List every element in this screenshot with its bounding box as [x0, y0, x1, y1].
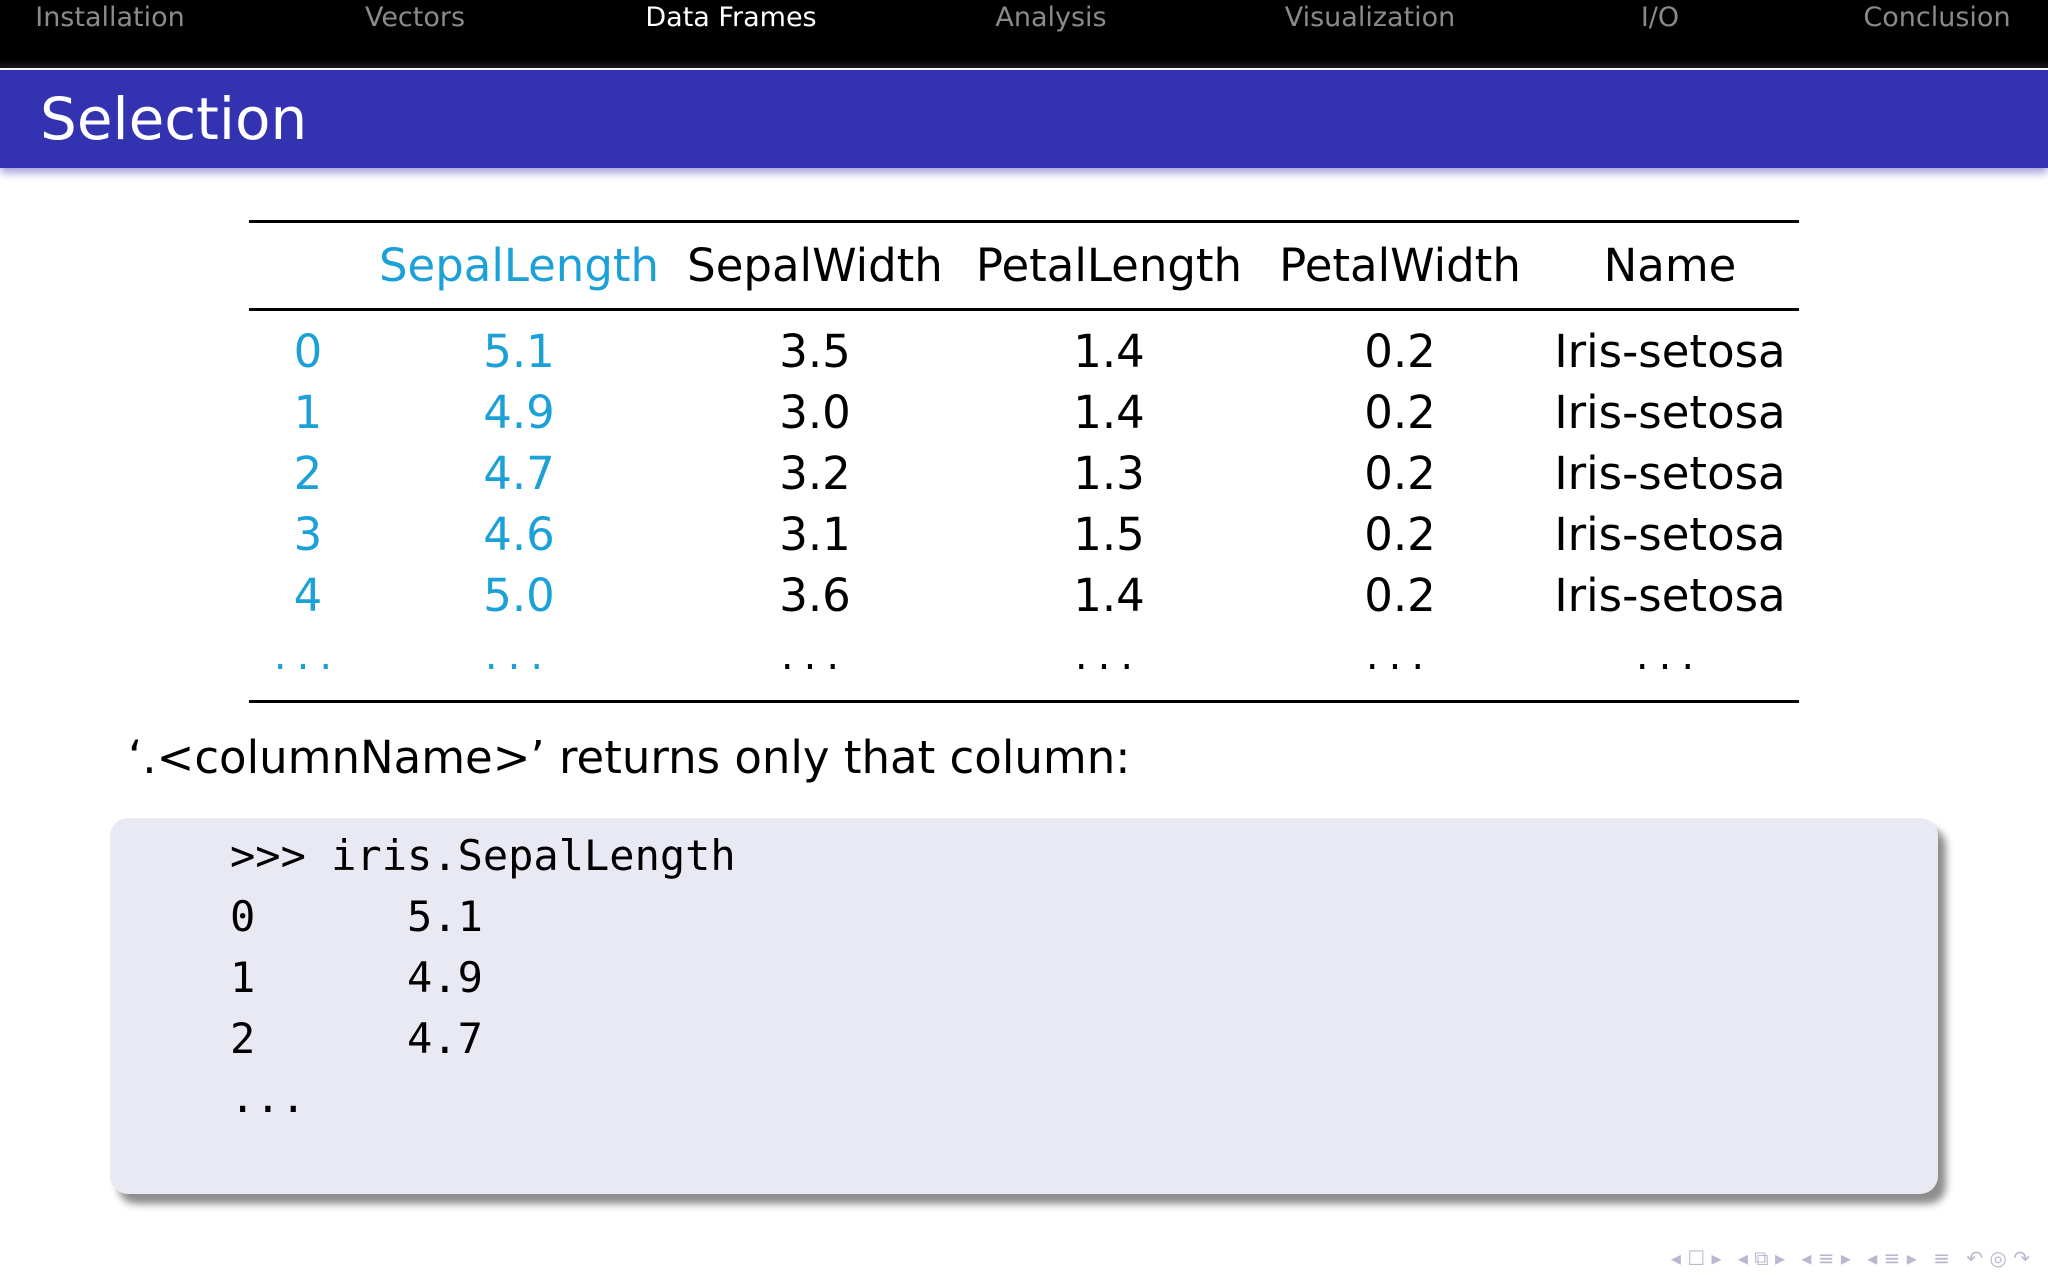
table-header-rule — [249, 308, 1799, 311]
table-cell: 1.4 — [1073, 386, 1145, 439]
table-cell: 4.6 — [483, 508, 555, 561]
column-header-sepallength: SepalLength — [378, 239, 660, 292]
nav-item-conclusion[interactable]: Conclusion — [1863, 2, 2011, 33]
section-navbar — [0, 0, 2048, 68]
table-cell: Iris-setosa — [1554, 447, 1786, 500]
table-cell: 0.2 — [1364, 569, 1436, 622]
table-cell: Iris-setosa — [1554, 508, 1786, 561]
nav-item-installation[interactable]: Installation — [35, 2, 185, 33]
table-cell: Iris-setosa — [1554, 386, 1786, 439]
row-index: 4 — [293, 569, 323, 622]
column-header-petalwidth: PetalWidth — [1279, 239, 1521, 292]
code-block — [110, 818, 1938, 1194]
nav-item-io[interactable]: I/O — [1640, 2, 1680, 33]
table-bottom-rule — [249, 700, 1799, 703]
table-cell: 1.5 — [1073, 508, 1145, 561]
section-icon[interactable]: ◂ ≡ ▸ — [1867, 1246, 1917, 1270]
subsection-icon[interactable]: ◂ ≡ ▸ — [1801, 1246, 1851, 1270]
table-ellipsis: ... — [780, 633, 850, 679]
table-cell: 1.4 — [1073, 569, 1145, 622]
code-ellipsis: ... — [230, 1073, 306, 1122]
row-index: 0 — [293, 325, 323, 378]
table-ellipsis: ... — [1074, 633, 1144, 679]
nav-item-data-frames[interactable]: Data Frames — [645, 2, 817, 33]
table-cell: 0.2 — [1364, 508, 1436, 561]
table-ellipsis: ... — [484, 633, 554, 679]
row-index: 2 — [293, 447, 323, 500]
column-header-sepalwidth: SepalWidth — [687, 239, 943, 292]
table-ellipsis: ... — [1365, 633, 1435, 679]
slide-title-bar — [0, 70, 2048, 168]
table-cell: 3.2 — [779, 447, 851, 500]
beamer-navigation — [1661, 1246, 2030, 1272]
table-cell: 4.7 — [483, 447, 555, 500]
frame-icon[interactable]: ◂ ⧉ ▸ — [1737, 1246, 1785, 1270]
slide-icon[interactable]: ≡ — [1933, 1246, 1950, 1270]
table-cell: 4.9 — [483, 386, 555, 439]
table-cell: 3.5 — [779, 325, 851, 378]
table-cell: 3.1 — [779, 508, 851, 561]
code-command: >>> iris.SepalLength — [230, 831, 736, 880]
table-cell: 0.2 — [1364, 447, 1436, 500]
nav-item-analysis[interactable]: Analysis — [995, 2, 1107, 33]
code-row-value: 5.1 — [407, 892, 483, 941]
table-cell: 1.4 — [1073, 325, 1145, 378]
nav-item-vectors[interactable]: Vectors — [364, 2, 466, 33]
table-cell: 5.1 — [483, 325, 555, 378]
code-row-value: 4.9 — [407, 953, 483, 1002]
code-row-index: 0 — [230, 892, 256, 941]
table-cell: Iris-setosa — [1554, 569, 1786, 622]
slide-title: Selection — [40, 85, 308, 153]
table-cell: 0.2 — [1364, 386, 1436, 439]
table-cell: 1.3 — [1073, 447, 1145, 500]
code-row-value: 4.7 — [407, 1014, 483, 1063]
table-cell: 5.0 — [483, 569, 555, 622]
table-cell: 3.6 — [779, 569, 851, 622]
table-cell: 0.2 — [1364, 325, 1436, 378]
caption-text: ‘.<columnName>’ returns only that column: — [128, 731, 1131, 784]
code-row-index: 1 — [230, 953, 256, 1002]
table-ellipsis: ... — [1635, 633, 1705, 679]
table-cell: 3.0 — [779, 386, 851, 439]
table-cell: Iris-setosa — [1554, 325, 1786, 378]
code-row-index: 2 — [230, 1014, 256, 1063]
arrow-left-icon[interactable]: ◂ ☐ ▸ — [1670, 1246, 1722, 1270]
table-ellipsis: ... — [273, 633, 343, 679]
nav-item-visualization[interactable]: Visualization — [1284, 2, 1456, 33]
column-header-name: Name — [1603, 239, 1737, 292]
search-icon[interactable]: ↶ ◎ ↷ — [1966, 1246, 2030, 1270]
row-index: 1 — [293, 386, 323, 439]
table-top-rule — [249, 220, 1799, 223]
row-index: 3 — [293, 508, 323, 561]
column-header-petallength: PetalLength — [975, 239, 1243, 292]
